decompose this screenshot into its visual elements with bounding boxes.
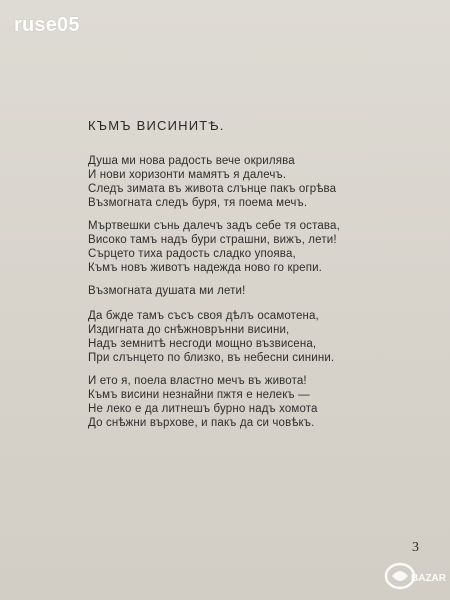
poem-line: Къмъ новъ животъ надежда ново го крепи.	[88, 262, 323, 274]
svg-text:BAZAR: BAZAR	[411, 573, 446, 584]
poem-line: До снѣжни върхове, и пакъ да си човѣкъ.	[88, 417, 315, 429]
poem-line: И нови хоризонти мамятъ я далечъ.	[88, 169, 287, 181]
poem	[88, 118, 428, 439]
poem-line: Мъртвешки сънь далечъ задъ себе тя остава,	[88, 220, 340, 232]
poem-line: Надъ земнитѣ несгоди мощно възвисена,	[88, 338, 317, 350]
page-number: 3	[412, 540, 419, 555]
poem-line: Издигната до снѣжноврънни висини,	[88, 324, 290, 336]
watermark-logo-text: ruse05	[14, 14, 80, 36]
stanza-3	[88, 284, 428, 298]
poem-line: Сърцето тиха радость сладко упоява,	[88, 248, 296, 260]
stanza-5	[88, 374, 428, 430]
poem-line: Високо тамъ надъ бури страшни, вижъ, лети!	[88, 234, 337, 246]
poem-line: Душа ми нова радость вече окрилява	[88, 155, 295, 167]
bazar-watermark-logo	[380, 558, 446, 594]
poem-line: При слънцето по близко, въ небесни синини.	[88, 352, 335, 364]
poem-line: Възмогната душата ми лети!	[88, 285, 246, 297]
poem-line: Да бжде тамъ съсъ своя дѣлъ осамотена,	[88, 310, 319, 322]
poem-line: Възмогната следъ буря, тя поема мечъ.	[88, 197, 308, 209]
poem-title: КЪМЪ ВИСИНИТѢ.	[88, 118, 225, 133]
poem-line: Следъ зимата въ живота слънце пакъ огрѣва	[88, 183, 337, 195]
poem-line: И ето я, поела властно мечъ въ живота!	[88, 375, 307, 387]
poem-line: Не леко е да литнешъ бурно надъ хомота	[88, 403, 318, 415]
stanza-2	[88, 219, 428, 275]
stanza-1	[88, 154, 428, 210]
poem-line: Къмъ висини незнайни пжтя е нелекъ —	[88, 389, 310, 401]
stanza-4	[88, 309, 428, 365]
